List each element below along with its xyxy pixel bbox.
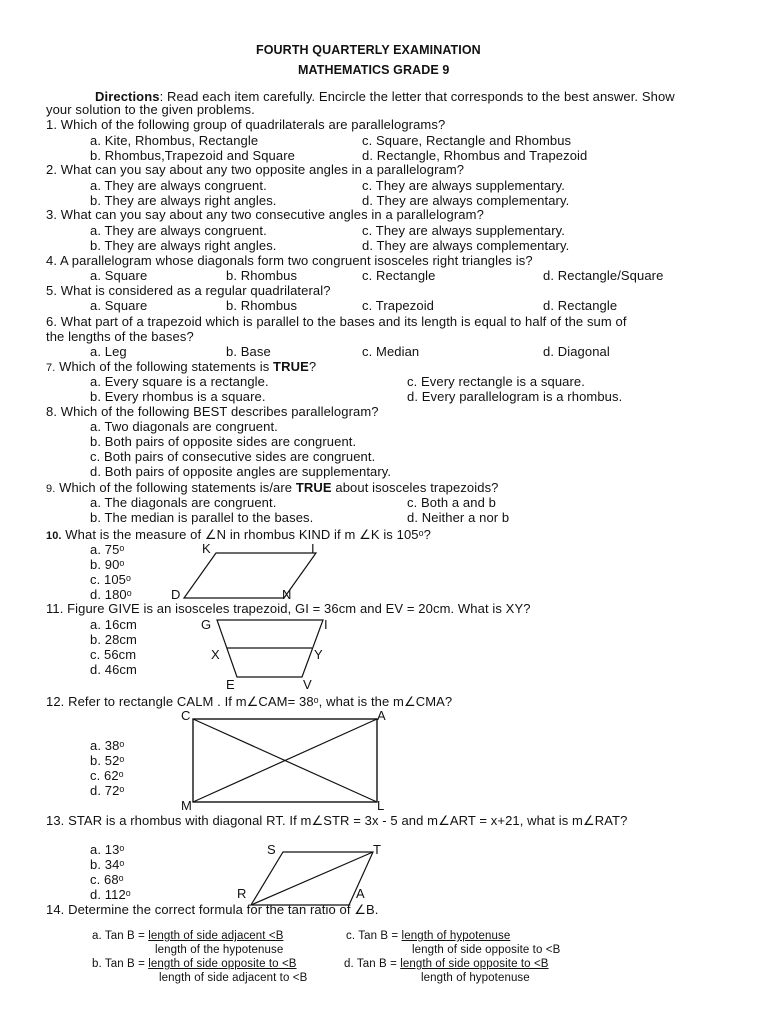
vertex-label-d: D (171, 587, 181, 602)
q13-option-b[interactable]: b. 34ᵒ (90, 857, 125, 872)
q5-option-b[interactable]: b. Rhombus (226, 298, 298, 313)
q14-c-numerator: length of hypotenuse (401, 930, 511, 942)
q14-b-prefix: b. Tan B = (92, 958, 149, 970)
q10-option-b[interactable]: b. 90ᵒ (90, 557, 125, 572)
directions-line-2: your solution to the given problems. (46, 102, 255, 117)
vertex-label-v: V (303, 677, 312, 692)
point-label-y: Y (314, 647, 323, 662)
rhombus-kind-shape (184, 553, 316, 598)
q12-option-c[interactable]: c. 62ᵒ (90, 768, 124, 783)
q10-stem-text: What is the measure of ∠N in rhombus KIND if m ∠K is 105ᵒ? (61, 527, 431, 542)
q3-option-c[interactable]: c. They are always supplementary. (362, 223, 565, 238)
q10-option-d[interactable]: d. 180ᵒ (90, 587, 132, 602)
directions-text-1: : Read each item carefully. Encircle the letter that corresponds to the best answer. Show (159, 89, 675, 104)
q7-stem-end: ? (308, 359, 317, 374)
q3-stem: 3. What can you say about any two consecutive angles in a parallelogram? (46, 207, 484, 222)
vertex-label-n: N (282, 587, 292, 602)
q9-option-d[interactable]: d. Neither a nor b (407, 510, 510, 525)
q12-option-d[interactable]: d. 72ᵒ (90, 783, 125, 798)
q2-option-d[interactable]: d. They are always complementary. (362, 193, 570, 208)
q12-rectangle-figure (181, 708, 386, 813)
q10-option-c[interactable]: c. 105ᵒ (90, 572, 132, 587)
q9-stem-end: about isosceles trapezoids? (331, 480, 499, 495)
q11-option-c[interactable]: c. 56cm (90, 647, 137, 662)
q7-stem-text: Which of the following statements is (55, 359, 274, 374)
q9-emphasis: TRUE (295, 480, 332, 495)
q5-stem: 5. What is considered as a regular quadrilateral? (46, 283, 331, 298)
q1-option-d[interactable]: d. Rectangle, Rhombus and Trapezoid (362, 148, 588, 163)
q14-a-denominator: length of the hypotenuse (155, 944, 284, 956)
q12-option-a[interactable]: a. 38ᵒ (90, 738, 125, 753)
q2-option-b[interactable]: b. They are always right angles. (90, 193, 277, 208)
q6-option-c[interactable]: c. Median (362, 344, 420, 359)
q11-trapezoid-figure (201, 617, 328, 692)
q4-option-c[interactable]: c. Rectangle (362, 268, 436, 283)
q8-stem: 8. Which of the following BEST describes parallelogram? (46, 404, 379, 419)
q8-option-c[interactable]: c. Both pairs of consecutive sides are congruent. (90, 449, 376, 464)
q7-option-a[interactable]: a. Every square is a rectangle. (90, 374, 269, 389)
q3-option-b[interactable]: b. They are always right angles. (90, 238, 277, 253)
vertex-label-s: S (267, 842, 276, 857)
q1-stem: 1. Which of the following group of quadrilaterals are parallelograms? (46, 117, 446, 132)
q12-option-b[interactable]: b. 52ᵒ (90, 753, 125, 768)
q7-option-d[interactable]: d. Every parallelogram is a rhombus. (407, 389, 623, 404)
q5-option-d[interactable]: d. Rectangle (543, 298, 618, 313)
q9-option-b[interactable]: b. The median is parallel to the bases. (90, 510, 314, 525)
vertex-label-m: M (181, 798, 192, 813)
q14-b-numerator: length of side opposite to <B (148, 958, 297, 970)
q4-option-d[interactable]: d. Rectangle/Square (543, 268, 664, 283)
q10-number: 10. (46, 530, 62, 542)
q8-option-b[interactable]: b. Both pairs of opposite sides are congruent. (90, 434, 357, 449)
q11-stem: 11. Figure GIVE is an isosceles trapezoid, GI = 36cm and EV = 20cm. What is XY? (46, 601, 531, 616)
q9-stem-text: Which of the following statements is/are (55, 480, 296, 495)
q6-option-d[interactable]: d. Diagonal (543, 344, 610, 359)
q7-number: 7. (46, 362, 56, 374)
q4-stem: 4. A parallelogram whose diagonals form two congruent isosceles right triangles is? (46, 253, 533, 268)
q9-option-a[interactable]: a. The diagonals are congruent. (90, 495, 277, 510)
q13-option-a[interactable]: a. 13ᵒ (90, 842, 125, 857)
q14-a-prefix: a. Tan B = (92, 930, 149, 942)
q10-option-a[interactable]: a. 75ᵒ (90, 542, 125, 557)
vertex-label-g: G (201, 617, 212, 632)
q14-stem: 14. Determine the correct formula for the tan ratio of ∠B. (46, 902, 379, 917)
q1-option-a[interactable]: a. Kite, Rhombus, Rectangle (90, 133, 259, 148)
q5-option-a[interactable]: a. Square (90, 298, 148, 313)
q6-option-b[interactable]: b. Base (226, 344, 271, 359)
vertex-label-i: I (311, 541, 315, 556)
q11-option-d[interactable]: d. 46cm (90, 662, 137, 677)
q6-stem-line-1: 6. What part of a trapezoid which is parallel to the bases and its length is equal to half of the sum of (46, 314, 627, 329)
q12-stem: 12. Refer to rectangle CALM . If m∠CAM= 38ᵒ, what is the m∠CMA? (46, 694, 453, 709)
q7-emphasis: TRUE (273, 359, 309, 374)
q2-option-a[interactable]: a. They are always congruent. (90, 178, 267, 193)
q7-option-b[interactable]: b. Every rhombus is a square. (90, 389, 266, 404)
q1-option-b[interactable]: b. Rhombus,Trapezoid and Square (90, 148, 295, 163)
q2-stem: 2. What can you say about any two opposite angles in a parallelogram? (46, 162, 465, 177)
q14-d-prefix: d. Tan B = (344, 958, 401, 970)
point-label-x: X (211, 647, 220, 662)
q1-option-c[interactable]: c. Square, Rectangle and Rhombus (362, 133, 572, 148)
vertex-label-r: R (237, 886, 247, 901)
q14-a-numerator: length of side adjacent <B (148, 930, 284, 942)
q8-option-d[interactable]: d. Both pairs of opposite angles are supplementary. (90, 464, 392, 479)
vertex-label-e: E (226, 677, 235, 692)
q13-option-c[interactable]: c. 68ᵒ (90, 872, 124, 887)
exam-title: FOURTH QUARTERLY EXAMINATION (256, 43, 481, 57)
q13-stem: 13. STAR is a rhombus with diagonal RT. If m∠STR = 3x - 5 and m∠ART = x+21, what is m∠RAT? (46, 813, 628, 828)
vertex-label-i: I (324, 617, 328, 632)
vertex-label-c: C (181, 708, 191, 723)
q14-c-prefix: c. Tan B = (346, 930, 402, 942)
q11-option-a[interactable]: a. 16cm (90, 617, 137, 632)
vertex-label-t: T (373, 842, 381, 857)
q6-stem-line-2: the lengths of the bases? (46, 329, 194, 344)
vertex-label-a: A (377, 708, 386, 723)
q14-c-denominator: length of side opposite to <B (412, 944, 561, 956)
q13-rhombus-figure (237, 842, 381, 905)
directions-label: Directions (95, 89, 160, 104)
q3-option-d[interactable]: d. They are always complementary. (362, 238, 570, 253)
exam-subtitle: MATHEMATICS GRADE 9 (298, 63, 450, 77)
q13-option-d[interactable]: d. 112ᵒ (90, 887, 131, 902)
vertex-label-l: L (377, 798, 385, 813)
q14-d-denominator: length of hypotenuse (421, 972, 530, 984)
q5-option-c[interactable]: c. Trapezoid (362, 298, 435, 313)
q8-option-a[interactable]: a. Two diagonals are congruent. (90, 419, 278, 434)
vertex-label-k: K (202, 541, 211, 556)
q3-option-a[interactable]: a. They are always congruent. (90, 223, 267, 238)
q4-option-a[interactable]: a. Square (90, 268, 148, 283)
vertex-label-a: A (356, 886, 365, 901)
q4-option-b[interactable]: b. Rhombus (226, 268, 298, 283)
q14-b-denominator: length of side adjacent to <B (159, 972, 308, 984)
diagonal-rt (251, 852, 373, 905)
q11-option-b[interactable]: b. 28cm (90, 632, 137, 647)
q14-d-numerator: length of side opposite to <B (400, 958, 549, 970)
q10-rhombus-figure (171, 541, 316, 602)
q2-option-c[interactable]: c. They are always supplementary. (362, 178, 565, 193)
q9-option-c[interactable]: c. Both a and b (407, 495, 496, 510)
q6-option-a[interactable]: a. Leg (90, 344, 127, 359)
q9-number: 9. (46, 483, 56, 495)
q7-option-c[interactable]: c. Every rectangle is a square. (407, 374, 585, 389)
